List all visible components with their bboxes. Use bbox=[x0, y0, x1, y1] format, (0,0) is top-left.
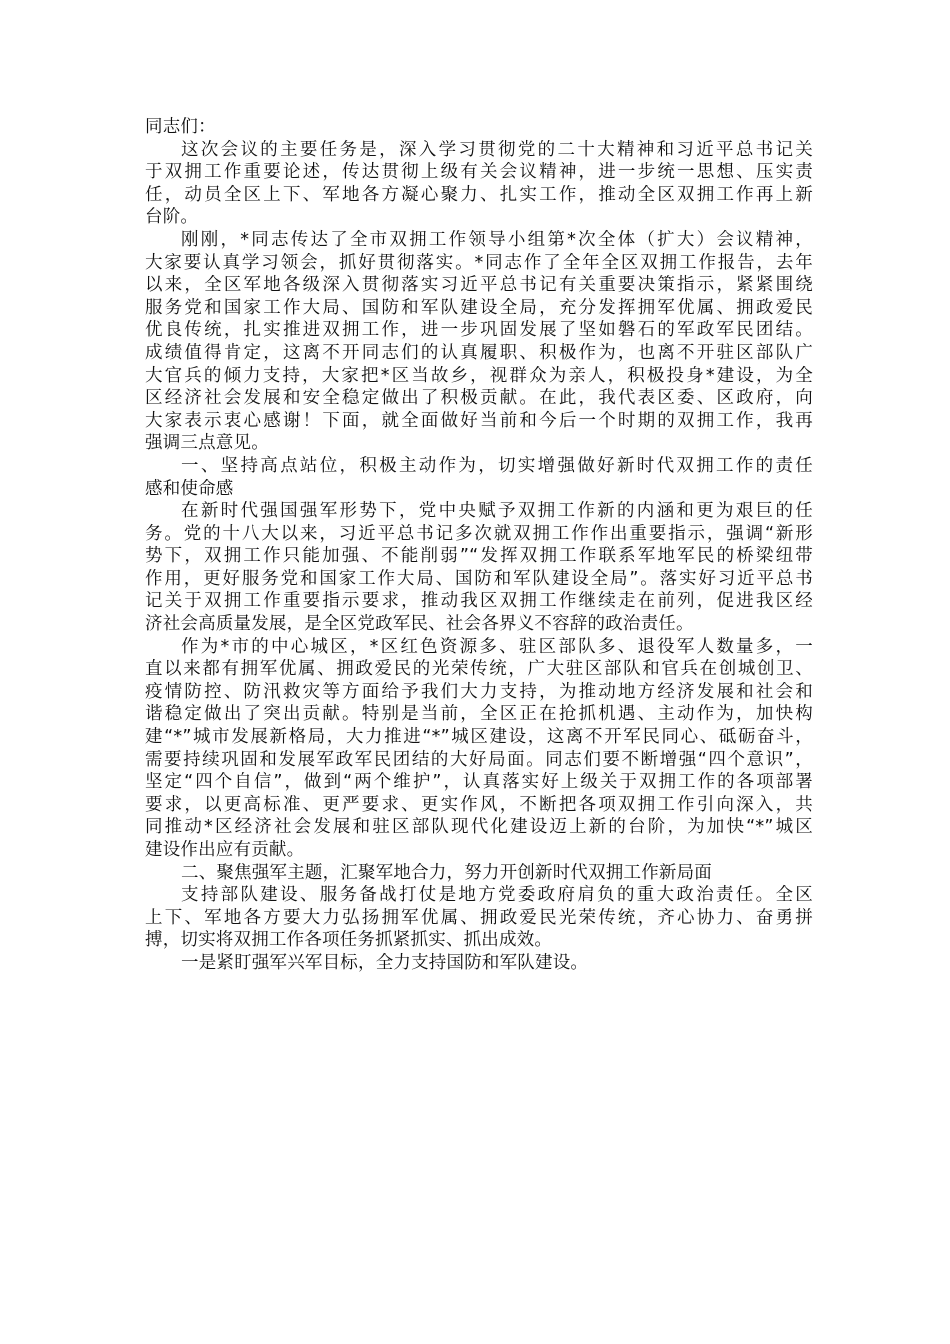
paragraph-line: 于双拥工作重要论述，传达贯彻上级有关会议精神，进一步统一思想、压实责 bbox=[145, 162, 813, 183]
paragraph-line: 大家要认真学习领会，抓好贯彻落实。*同志作了全年全区双拥工作报告，去年 bbox=[145, 252, 813, 273]
paragraph-line: 一是紧盯强军兴军目标，全力支持国防和军队建设。 bbox=[181, 952, 589, 973]
paragraph-line: 成绩值得肯定，这离不开同志们的认真履职、积极作为，也离不开驻区部队广 bbox=[145, 342, 813, 363]
paragraph-line: 这次会议的主要任务是，深入学习贯彻党的二十大精神和习近平总书记关 bbox=[181, 139, 813, 160]
paragraph-line: 济社会高质量发展，是全区党政军民、社会各界义不容辞的政治责任。 bbox=[145, 614, 694, 635]
paragraph-line: 同推动*区经济社会发展和驻区部队现代化建设迈上新的台阶，为加快“*”城区 bbox=[145, 817, 813, 838]
section-heading-1 bbox=[145, 455, 813, 500]
paragraph-1 bbox=[145, 139, 813, 229]
paragraph-line: 记关于双拥工作重要指示要求，推动我区双拥工作继续走在前列，促进我区经 bbox=[145, 591, 813, 612]
heading-line: 二、聚焦强军主题，汇聚军地合力，努力开创新时代双拥工作新局面 bbox=[181, 862, 712, 883]
paragraph-line: 搏，切实将双拥工作各项任务抓紧抓实、抓出成效。 bbox=[145, 930, 553, 951]
paragraph-3 bbox=[145, 500, 813, 636]
paragraph-6 bbox=[145, 952, 813, 975]
paragraph-line: 刚刚，*同志传达了全市双拥工作领导小组第*次全体（扩大）会议精神， bbox=[181, 229, 813, 250]
paragraph-line: 区经济社会发展和安全稳定做出了积极贡献。在此，我代表区委、区政府，向 bbox=[145, 388, 813, 409]
heading-line: 一、坚持高点站位，积极主动作为，切实增强做好新时代双拥工作的责任 bbox=[181, 455, 813, 476]
document-page bbox=[145, 116, 813, 975]
paragraph-line: 坚定“四个自信”，做到“两个维护”，认真落实好上级关于双拥工作的各项部署 bbox=[145, 772, 813, 793]
paragraph-line: 建设作出应有贡献。 bbox=[145, 840, 305, 860]
paragraph-line: 大官兵的倾力支持，大家把*区当故乡，视群众为亲人，积极投身*建设，为全 bbox=[145, 365, 813, 386]
paragraph-2 bbox=[145, 229, 813, 455]
paragraph-line: 支持部队建设、服务备战打仗是地方党委政府肩负的重大政治责任。全区 bbox=[181, 885, 813, 906]
paragraph-line: 强调三点意见。 bbox=[145, 433, 269, 454]
paragraph-4 bbox=[145, 636, 813, 862]
paragraph-line: 谐稳定做出了突出贡献。特别是当前，全区正在抢抓机遇、主动作为，加快构 bbox=[145, 704, 813, 725]
paragraph-line: 疫情防控、防汛救灾等方面给予我们大力支持，为推动地方经济发展和社会和 bbox=[145, 681, 813, 702]
greeting: 同志们： bbox=[145, 117, 216, 137]
paragraph-line: 作为*市的中心城区，*区红色资源多、驻区部队多、退役军人数量多，一 bbox=[181, 636, 813, 657]
paragraph-line: 上下、军地各方要大力弘扬拥军优属、拥政爱民光荣传统，齐心协力、奋勇拼 bbox=[145, 907, 813, 928]
paragraph-line: 需要持续巩固和发展军政军民团结的大好局面。同志们要不断增强“四个意识”， bbox=[145, 749, 813, 770]
paragraph-line: 势下，双拥工作只能加强、不能削弱”“发挥双拥工作联系军地军民的桥梁纽带 bbox=[145, 546, 813, 567]
paragraph-line: 大家表示衷心感谢！下面，就全面做好当前和今后一个时期的双拥工作，我再 bbox=[145, 410, 813, 431]
paragraph-line: 优良传统，扎实推进双拥工作，进一步巩固发展了坚如磐石的军政军民团结。 bbox=[145, 320, 813, 341]
paragraph-line: 务。党的十八大以来，习近平总书记多次就双拥工作作出重要指示，强调“新形 bbox=[145, 523, 813, 544]
paragraph-line: 建“*”城市发展新格局，大力推进“*”城区建设，这离不开军民同心、砥砺奋斗， bbox=[145, 727, 813, 748]
paragraph-line: 要求，以更高标准、更严要求、更实作风，不断把各项双拥工作引向深入，共 bbox=[145, 794, 813, 815]
paragraph-line: 台阶。 bbox=[145, 207, 199, 228]
paragraph-line: 以来，全区军地各级深入贯彻落实习近平总书记有关重要决策指示，紧紧围绕 bbox=[145, 275, 813, 296]
paragraph-5 bbox=[145, 884, 813, 952]
heading-line: 感和使命感 bbox=[145, 478, 234, 499]
section-heading-2 bbox=[145, 862, 813, 885]
paragraph-line: 在新时代强国强军形势下，党中央赋予双拥工作新的内涵和更为艰巨的任 bbox=[181, 501, 813, 522]
paragraph-line: 直以来都有拥军优属、拥政爱民的光荣传统，广大驻区部队和官兵在创城创卫、 bbox=[145, 659, 813, 680]
paragraph-line: 作用，更好服务党和国家工作大局、国防和军队建设全局”。落实好习近平总书 bbox=[145, 568, 813, 589]
paragraph-line: 任，动员全区上下、军地各方凝心聚力、扎实工作，推动全区双拥工作再上新 bbox=[145, 184, 813, 205]
paragraph-line: 服务党和国家工作大局、国防和军队建设全局，充分发挥拥军优属、拥政爱民 bbox=[145, 297, 813, 318]
